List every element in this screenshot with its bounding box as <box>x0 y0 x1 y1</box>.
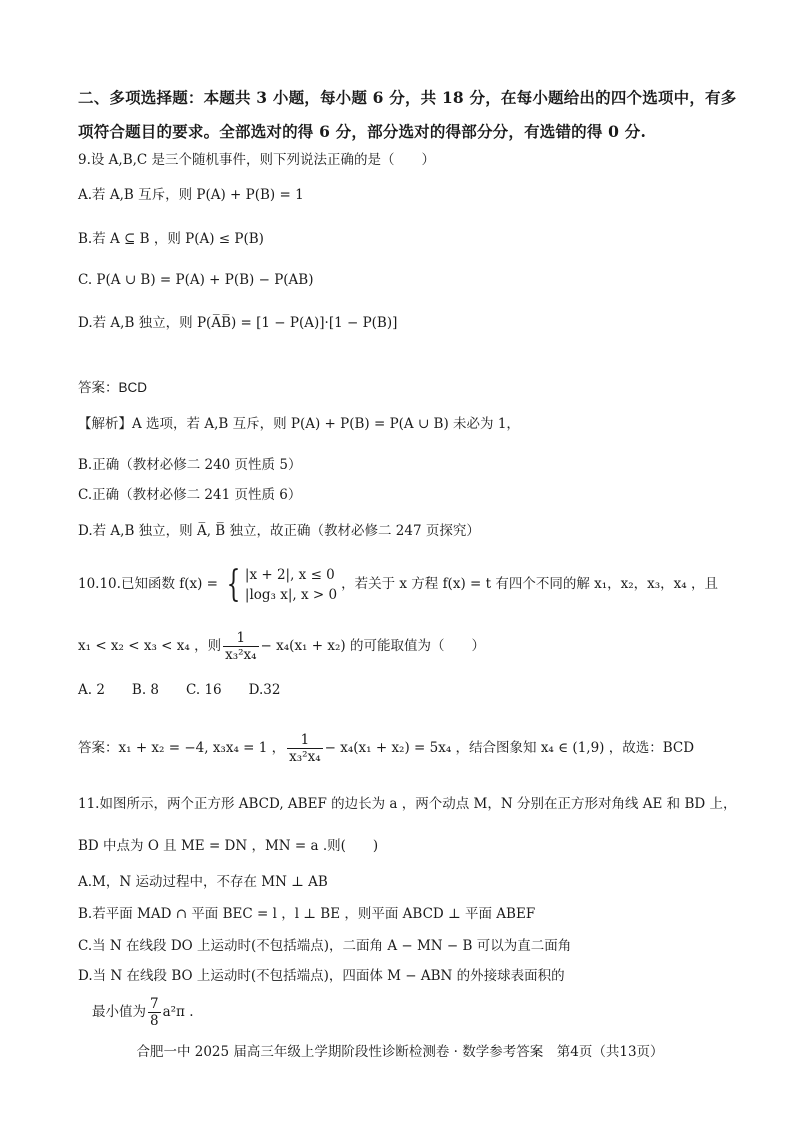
q10-line2-post: − x₄(x₁ + x₂) 的可能取值为（ ） <box>260 638 485 654</box>
q10-case2: |log₃ x|, x > 0 <box>244 587 338 603</box>
q10-prefix: 10.10.已知函数 f(x) = <box>78 576 218 592</box>
q11-stem-line2: BD 中点为 O 且 ME = DN ，MN = a .则( ) <box>78 838 379 854</box>
q9-analysis-a: 【解析】A 选项，若 A,B 互斥，则 P(A) + P(B) = P(A ∪ B) 未必为 1， <box>78 416 520 432</box>
page-footer: 合肥一中 2025 届高三年级上学期阶段性诊断检测卷 · 数学参考答案 第4页（共13页） <box>136 1044 664 1060</box>
q9-option-c: C. P(A ∪ B) = P(A) + P(B) − P(AB) <box>78 272 314 288</box>
q10-case1: |x + 2|, x ≤ 0 <box>244 567 335 583</box>
q10-answer-frac-num: 1 <box>287 732 322 749</box>
q10-frac-num: 1 <box>223 630 258 647</box>
q10-stem-line1 <box>78 562 718 607</box>
q10-options: A. 2 B. 8 C. 16 D.32 <box>78 682 281 698</box>
q10-piecewise <box>222 563 337 607</box>
q10-answer-pre: 答案：x₁ + x₂ = −4, x₃x₄ = 1 ， <box>78 740 286 756</box>
q11-option-d: D.当 N 在线段 BO 上运动时(不包括端点)，四面体 M − ABN 的外接球表面积的 <box>78 968 565 984</box>
section-heading-line1: 二、多项选择题：本题共 3 小题，每小题 6 分，共 18 分，在每小题给出的四个选项中，有多 <box>78 88 737 107</box>
q11-option-d-line2 <box>92 992 194 1032</box>
q11-d-line2-pre: 最小值为 <box>92 1004 146 1020</box>
q9-option-d: D.若 A,B 独立，则 P(A̅B̅) = [1 − P(A)]·[1 − P(B)] <box>78 315 398 331</box>
q10-line2-pre: x₁ < x₂ < x₃ < x₄ ，则 <box>78 638 222 654</box>
q9-answer: 答案：BCD <box>78 380 148 395</box>
q11-option-c: C.当 N 在线段 DO 上运动时(不包括端点)，二面角 A − MN − B 可以为直二面角 <box>78 938 572 954</box>
q11-stem-line1: 11.如图所示，两个正方形 ABCD, ABEF 的边长为 a ，两个动点 M，N 分别在正方形对角线 AE 和 BD 上， <box>78 796 737 812</box>
q10-fraction <box>223 630 258 663</box>
q11-d-frac-den: 8 <box>150 1013 159 1029</box>
q10-answer-frac-den: x₃²x₄ <box>289 749 321 765</box>
q10-suffix: ，若关于 x 方程 f(x) = t 有四个不同的解 x₁，x₂，x₃，x₄ ，且 <box>341 576 719 592</box>
q11-d-fraction <box>148 996 161 1029</box>
q11-option-b: B.若平面 MAD ∩ 平面 BEC = l ，l ⊥ BE ，则平面 ABCD ⊥ 平面 ABEF <box>78 906 536 922</box>
q10-frac-den: x₃²x₄ <box>225 647 257 663</box>
section-heading-line2: 项符合题目的要求。全部选对的得 6 分，部分选对的得部分分，有选错的得 0 分. <box>78 122 647 141</box>
q10-answer-fraction <box>287 732 322 765</box>
q10-answer-post: − x₄(x₁ + x₂) = 5x₄ ，结合图象知 x₄ ∈ (1,9) ，故选：BCD <box>324 740 695 756</box>
q10-stem-line2 <box>78 628 485 664</box>
q9-analysis-c: C.正确（教材必修二 241 页性质 6） <box>78 487 302 503</box>
q9-analysis-d: D.若 A,B 独立，则 A̅, B̅ 独立，故正确（教材必修二 247 页探究） <box>78 523 480 539</box>
q10-answer <box>78 730 694 766</box>
q9-stem: 9.设 A,B,C 是三个随机事件，则下列说法正确的是（ ） <box>78 152 436 168</box>
q11-d-frac-num: 7 <box>150 996 159 1012</box>
q11-option-a: A.M，N 运动过程中，不存在 MN ⊥ AB <box>78 874 328 890</box>
q9-analysis-b: B.正确（教材必修二 240 页性质 5） <box>78 457 302 473</box>
q11-d-line2-post: a²π . <box>162 1004 194 1020</box>
q9-option-b: B.若 A ⊆ B ，则 P(A) ≤ P(B) <box>78 231 264 247</box>
q10-brace-icon: { <box>226 564 241 605</box>
q9-option-a: A.若 A,B 互斥，则 P(A) + P(B) = 1 <box>78 187 304 203</box>
